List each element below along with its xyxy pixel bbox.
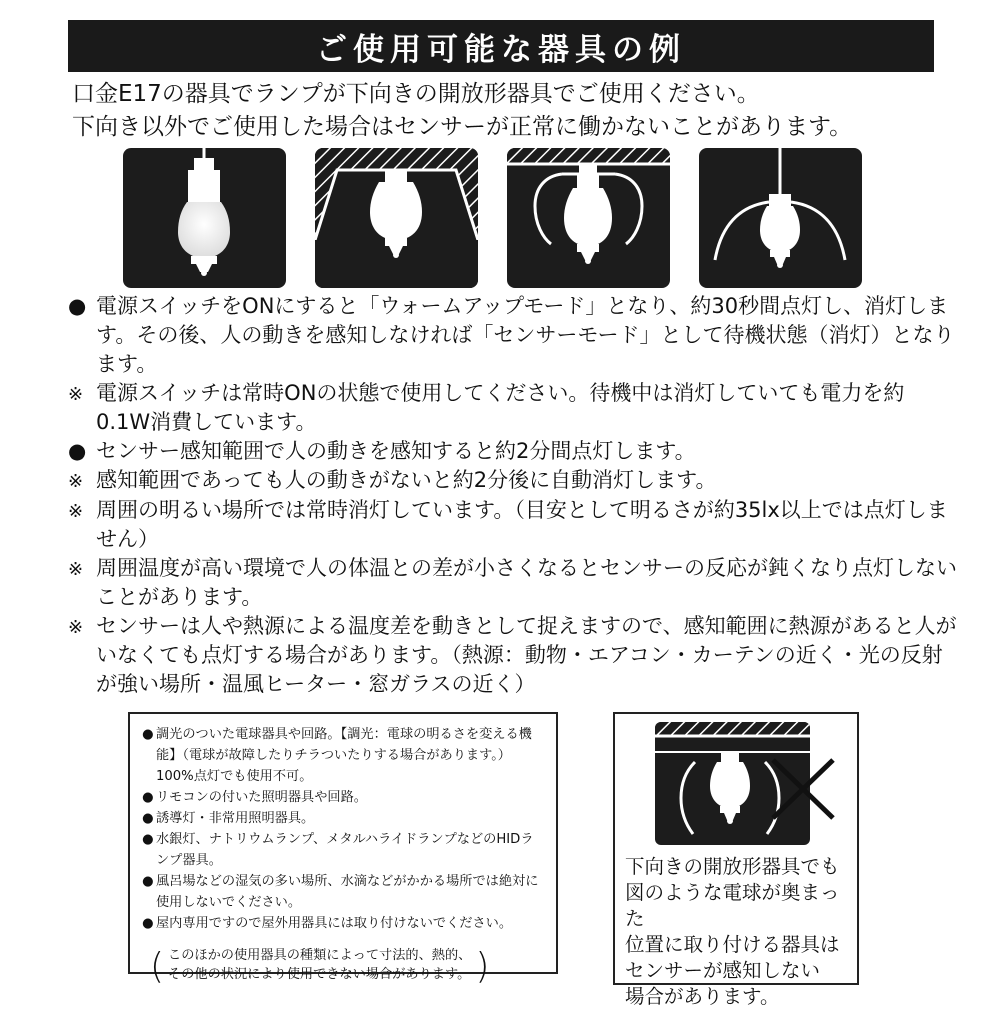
note-item bbox=[68, 379, 958, 437]
pendant-cord-bulb-icon bbox=[123, 148, 286, 288]
restriction-item bbox=[142, 913, 544, 934]
restriction-item bbox=[142, 871, 544, 913]
warning-line-2: 図のような電球が奥まった bbox=[625, 881, 840, 930]
restriction-text: 水銀灯、ナトリウムランプ、メタルハライドランプなどのHIDランプ器具。 bbox=[156, 832, 534, 868]
warning-box bbox=[613, 712, 859, 1008]
restriction-item bbox=[142, 808, 544, 829]
bullet-marker: ● bbox=[68, 294, 87, 318]
usage-notes bbox=[68, 292, 958, 699]
restriction-item bbox=[142, 724, 544, 787]
bullet-marker: ● bbox=[142, 790, 154, 805]
close-paren: ) bbox=[475, 946, 490, 987]
warning-line-5: 場合があります。 bbox=[625, 985, 780, 1008]
note-item bbox=[68, 437, 958, 466]
bullet-marker: ● bbox=[142, 832, 154, 847]
ceiling-bracket-shade-bulb-icon bbox=[507, 148, 670, 288]
reference-marker: ※ bbox=[68, 471, 84, 492]
reference-marker: ※ bbox=[68, 384, 84, 405]
restriction-item bbox=[142, 829, 544, 871]
note-item bbox=[68, 496, 958, 554]
note-item bbox=[68, 612, 958, 699]
warning-line-1: 下向きの開放形器具でも bbox=[625, 855, 840, 878]
note-item bbox=[68, 466, 958, 496]
bullet-marker: ● bbox=[68, 439, 87, 463]
pendant-dome-shade-bulb-icon bbox=[699, 148, 862, 288]
intro bbox=[72, 78, 952, 144]
recessed-trapezoid-shade-bulb-icon bbox=[315, 148, 478, 288]
note-text: 周囲の明るい場所では常時消灯しています。（目安として明るさが約35lx以上では点灯しません） bbox=[96, 498, 948, 551]
warning-line-4: センサーが感知しない bbox=[625, 959, 821, 982]
note-text: 感知範囲であっても人の動きがないと約2分後に自動消灯します。 bbox=[96, 468, 717, 492]
note-text: センサー感知範囲で人の動きを感知すると約2分間点灯します。 bbox=[96, 439, 696, 463]
note-item bbox=[68, 292, 958, 379]
restriction-text: 屋内専用ですので屋外用器具には取り付けないでください。 bbox=[156, 916, 513, 931]
intro-line-2: 下向き以外でご使用した場合はセンサーが正常に働かないことがあります。 bbox=[72, 114, 853, 140]
reference-marker: ※ bbox=[68, 501, 84, 522]
bullet-marker: ● bbox=[142, 916, 154, 931]
reference-marker: ※ bbox=[68, 617, 84, 638]
bullet-marker: ● bbox=[142, 874, 154, 889]
note-text: センサーは人や熱源による温度差を動きとして捉えますので、感知範囲に熱源があると人がいなくても点灯する場合があります。（熱源：動物・エアコン・カーテンの近く・光の反射が強い場所・温風ヒーター・窓ガラスの近く） bbox=[96, 614, 957, 696]
note-text: 電源スイッチは常時ONの状態で使用してください。待機中は消灯していても電力を約0.1W消費しています。 bbox=[96, 381, 905, 434]
note-text: 周囲温度が高い環境で人の体温との差が小さくなるとセンサーの反応が鈍くなり点灯しないことがあります。 bbox=[96, 556, 957, 609]
restriction-text: 誘導灯・非常用照明器具。 bbox=[156, 811, 315, 826]
note-item bbox=[68, 554, 958, 612]
intro-line-1: 口金E17の器具でランプが下向きの開放形器具でご使用ください。 bbox=[72, 81, 760, 107]
open-paren: ( bbox=[150, 946, 165, 987]
reference-marker: ※ bbox=[68, 559, 84, 580]
footnote-line-2: その他の状況により使用できない場合があります。 bbox=[168, 967, 471, 982]
restriction-text: 風呂場などの湿気の多い場所、水滴などがかかる場所では絶対に使用しないでください。 bbox=[156, 874, 539, 910]
note-text: 電源スイッチをONにすると「ウォームアップモード」となり、約30秒間点灯し、消灯します。その後、人の動きを感知しなければ「センサーモード」として待機状態（消灯）となります。 bbox=[96, 294, 955, 376]
cross-mark-icon bbox=[765, 754, 840, 824]
page-title: ご使用可能な器具の例 bbox=[68, 20, 934, 72]
warning-text bbox=[625, 854, 855, 1010]
bullet-marker: ● bbox=[142, 811, 154, 826]
fixture-examples bbox=[123, 148, 863, 288]
restriction-text: 調光のついた電球器具や回路。【調光：電球の明るさを変える機能】（電球が故障したりチラついたりする場合があります。）100%点灯でも使用不可。 bbox=[156, 727, 532, 784]
restriction-item bbox=[142, 787, 544, 808]
bullet-marker: ● bbox=[142, 727, 154, 742]
footnote-line-1: このほかの使用器具の種類によって寸法的、熱的、 bbox=[168, 948, 472, 963]
restrictions-footnote bbox=[142, 946, 544, 988]
restriction-text: リモコンの付いた照明器具や回路。 bbox=[156, 790, 367, 805]
restrictions-box bbox=[128, 712, 558, 987]
warning-line-3: 位置に取り付ける器具は bbox=[625, 933, 840, 956]
footnote-text bbox=[164, 946, 475, 988]
